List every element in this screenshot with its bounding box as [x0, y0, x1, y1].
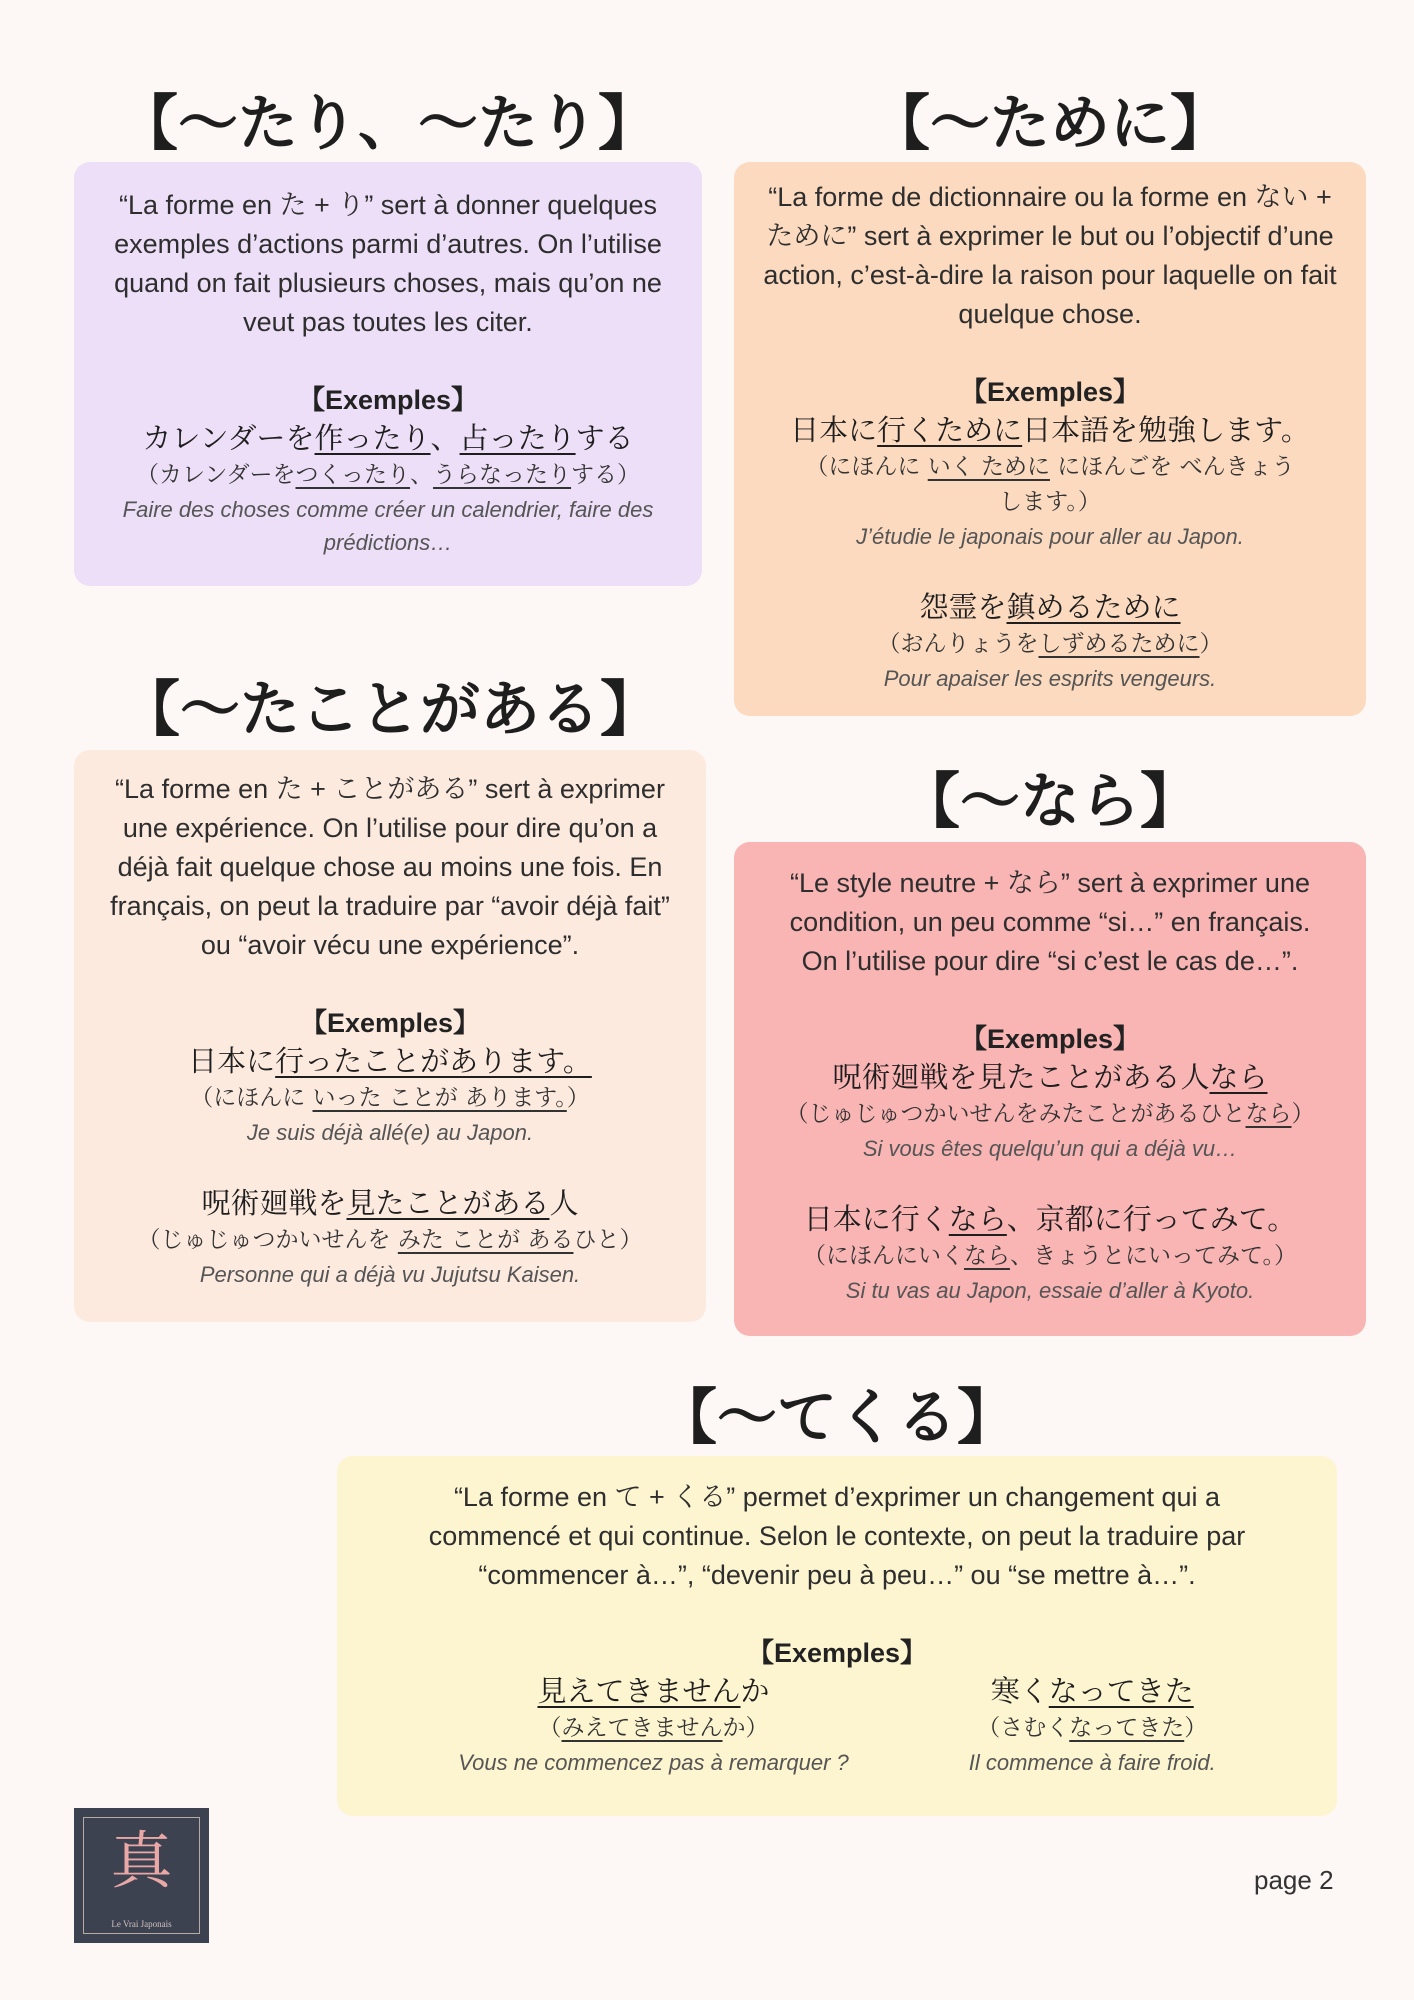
logo-caption: Le Vrai Japonais [111, 1919, 172, 1929]
example-reading: （にほんにいくなら、きょうとにいってみて。） [802, 1243, 1298, 1269]
card-description: “La forme en て + くる” permet d’exprimer un changement qui a commencé et qui continue. Selon le contexte, on peut la traduire par “commencer à…”, “devenir peu à peu…” ou “se mettre à…”. [428, 1482, 1246, 1590]
card-tekuru [337, 1456, 1337, 1816]
examples-heading: 【Exemples】 [299, 1008, 481, 1038]
example-translation: Personne qui a déjà vu Jujutsu Kaisen. [199, 1262, 581, 1287]
example-reading: （カレンダーをつくったり、うらなったりする） [135, 462, 641, 488]
card-tameni [734, 162, 1366, 716]
example-reading: （じゅじゅつかいせんをみたことがあるひとなら） [785, 1101, 1315, 1127]
examples-heading: 【Exemples】 [297, 385, 479, 415]
card-description: “La forme en た + ことがある” sert à exprimer une expérience. On l’utilise pour dire qu’on a déjà fait quelque chose au moins une fois. En français, on peut la traduire par “avoir déjà fait” ou “avoir vécu une expérience”. [110, 774, 670, 960]
example-1 [96, 418, 680, 559]
example-japanese: 日本に行ったことがあります。 [188, 1044, 592, 1078]
example-reading: （おんりょうをしずめるために） [877, 631, 1223, 657]
example-translation: J’étudie le japonais pour aller au Japon. [856, 524, 1244, 549]
example-translation: Je suis déjà allé(e) au Japon. [246, 1120, 534, 1145]
example-1 [756, 1057, 1344, 1165]
section-title-tameni: 【〜ために】 [870, 89, 1230, 159]
card-description: “La forme de dictionnaire ou la forme en ない + ために” sert à exprimer le but ou l’objectif d’une action, c’est-à-dire la raison pour laquelle on fait quelque chose. [763, 182, 1337, 329]
card-description: “La forme en た + り” sert à donner quelques exemples d’actions parmi d’autres. On l’utilise quand on fait plusieurs choses, mais qu’on ne veut pas toutes les citer. [114, 190, 662, 337]
example-2 [969, 1671, 1216, 1779]
examples-heading: 【Exemples】 [959, 1024, 1141, 1054]
example-1 [458, 1671, 849, 1779]
section-title-tari: 【〜たり、〜たり】 [118, 89, 658, 159]
card-takotogaaru [74, 750, 706, 1322]
section-title-tekuru: 【〜てくる】 [657, 1383, 1017, 1453]
example-reading: （みえてきませんか） [538, 1715, 769, 1741]
example-reading: （じゅじゅつかいせんを みた ことが あるひと） [137, 1227, 643, 1253]
section-title-takotogaaru: 【〜たことがある】 [120, 675, 660, 745]
example-japanese: 怨霊を鎮めるために [919, 590, 1181, 624]
section-title-nara: 【〜なら】 [900, 767, 1200, 837]
example-japanese: 日本に行くために日本語を勉強します。 [790, 413, 1310, 447]
example-reading: （にほんに いった ことが あります。） [190, 1085, 590, 1111]
example-japanese: 呪術廻戦を見たことがある人なら [832, 1060, 1268, 1094]
example-2 [756, 1199, 1344, 1307]
brand-logo [74, 1808, 209, 1943]
example-translation: Si tu vas au Japon, essaie d’aller à Kyoto. [845, 1278, 1255, 1303]
logo-kanji: 真 [110, 1824, 173, 1897]
example-1 [96, 1041, 684, 1149]
example-2 [756, 587, 1344, 695]
examples-heading: 【Exemples】 [746, 1638, 928, 1668]
examples-heading: 【Exemples】 [959, 377, 1141, 407]
example-2 [96, 1183, 684, 1291]
card-nara [734, 842, 1366, 1336]
logo-frame [83, 1817, 200, 1934]
example-reading: （さむくなってきた） [977, 1715, 1208, 1741]
example-translation: Si vous êtes quelqu’un qui a déjà vu… [862, 1136, 1238, 1161]
example-japanese: 呪術廻戦を見たことがある人 [201, 1186, 579, 1220]
example-japanese: カレンダーを作ったり、占ったりする [142, 421, 634, 455]
example-translation: Il commence à faire froid. [968, 1750, 1216, 1775]
example-1 [756, 410, 1344, 553]
example-japanese: 寒くなってきた [990, 1674, 1194, 1708]
example-japanese: 日本に行くなら、京都に行ってみて。 [803, 1202, 1297, 1236]
page-number: page 2 [1254, 1865, 1334, 1895]
example-translation: Pour apaiser les esprits vengeurs. [883, 666, 1217, 691]
card-tari [74, 162, 702, 586]
example-reading: （にほんに いく ために にほんごを べんきょう します。） [805, 454, 1295, 515]
example-translation: Faire des choses comme créer un calendrier, faire des prédictions… [122, 497, 654, 555]
example-japanese: 見えてきませんか [537, 1674, 770, 1708]
example-translation: Vous ne commencez pas à remarquer ? [458, 1750, 849, 1775]
card-description: “Le style neutre + なら” sert à exprimer une condition, un peu comme “si…” en français. On l’utilise pour dire “si c’est le cas de…”. [789, 868, 1311, 976]
